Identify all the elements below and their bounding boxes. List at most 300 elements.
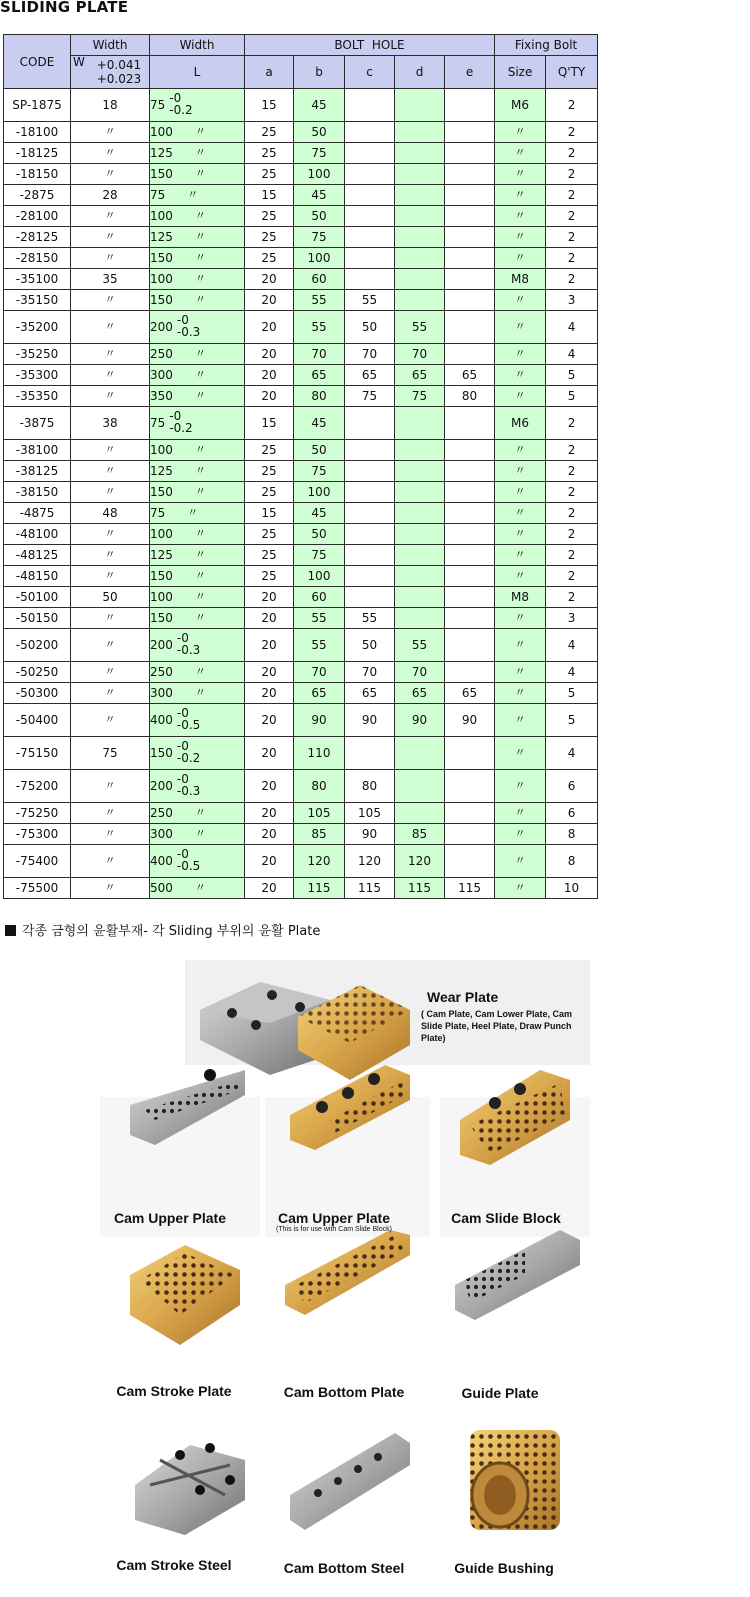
cell-a: 25: [245, 248, 294, 269]
cell-d: 65: [395, 683, 445, 704]
cell-code: -75150: [4, 737, 71, 770]
cell-a: 20: [245, 878, 294, 899]
cell-code: -48125: [4, 545, 71, 566]
header-width-l: Width: [150, 35, 245, 56]
cell-d: [395, 122, 445, 143]
cell-b: 100: [294, 482, 345, 503]
cell-width-l: [150, 587, 245, 608]
cell-a: 25: [245, 461, 294, 482]
cell-a: 20: [245, 629, 294, 662]
cell-size: 〃: [495, 248, 546, 269]
cam-upper-plate-note: (This is for use with Cam Slide Block): [276, 1226, 392, 1233]
cam-stroke-plate-item: [104, 1383, 244, 1399]
cell-d: [395, 545, 445, 566]
cell-size: 〃: [495, 227, 546, 248]
cam-stroke-plate-label: Cam Stroke Plate: [116, 1383, 232, 1399]
cell-d: [395, 440, 445, 461]
guide-plate-image: [455, 1230, 580, 1320]
cell-b: 60: [294, 587, 345, 608]
cell-width-l: [150, 824, 245, 845]
cell-e: [445, 770, 495, 803]
cell-d: 70: [395, 662, 445, 683]
cell-qty: 5: [546, 365, 598, 386]
cell-a: 20: [245, 662, 294, 683]
cell-l-value: 125: [150, 230, 173, 245]
cell-l-tol-lower: -0.3: [176, 643, 201, 657]
cell-a: 20: [245, 290, 294, 311]
cell-b: 65: [294, 365, 345, 386]
cell-l-tolerance: [177, 314, 200, 338]
cell-d: [395, 290, 445, 311]
header-w-tolerance: [71, 56, 150, 89]
cell-width-l: [150, 440, 245, 461]
table-row: [4, 344, 598, 365]
cell-a: 20: [245, 311, 294, 344]
cell-b: 55: [294, 311, 345, 344]
table-row: [4, 89, 598, 122]
cell-code: -75500: [4, 878, 71, 899]
cell-a: 20: [245, 683, 294, 704]
cell-code: -50150: [4, 608, 71, 629]
cell-width-l: [150, 629, 245, 662]
table-row: [4, 845, 598, 878]
cell-qty: 6: [546, 803, 598, 824]
cell-d: 55: [395, 311, 445, 344]
header-d: d: [395, 56, 445, 89]
cell-d: 85: [395, 824, 445, 845]
cell-b: 50: [294, 206, 345, 227]
table-row: [4, 662, 598, 683]
cell-l-value: 75: [150, 416, 166, 430]
cell-c: 90: [345, 824, 395, 845]
table-row: [4, 206, 598, 227]
cell-c: [345, 206, 395, 227]
cell-a: 25: [245, 482, 294, 503]
cell-d: 115: [395, 878, 445, 899]
cell-qty: 4: [546, 662, 598, 683]
cell-a: 20: [245, 386, 294, 407]
cell-l-tol-lower: -0.3: [176, 784, 201, 798]
cell-width-l: [150, 407, 245, 440]
cell-c: 55: [345, 608, 395, 629]
cell-l-tol-lower: -0.3: [176, 325, 201, 339]
cell-c: [345, 524, 395, 545]
cell-e: [445, 89, 495, 122]
cell-c: [345, 737, 395, 770]
cell-e: 115: [445, 878, 495, 899]
cell-width-l: [150, 269, 245, 290]
cell-width-l: [150, 845, 245, 878]
table-row: [4, 824, 598, 845]
spec-table: [3, 34, 598, 899]
cell-code: -18150: [4, 164, 71, 185]
cell-code: -2875: [4, 185, 71, 206]
cell-e: [445, 440, 495, 461]
cell-code: -48100: [4, 524, 71, 545]
cell-a: 20: [245, 587, 294, 608]
header-w-letter: W: [73, 55, 85, 69]
guide-plate-item: [430, 1385, 570, 1401]
cam-upper-plate-2-item: [264, 1210, 404, 1233]
table-row: [4, 440, 598, 461]
cell-qty: 2: [546, 440, 598, 461]
cell-b: 55: [294, 608, 345, 629]
cell-l-value: 500: [150, 881, 173, 896]
table-row: [4, 461, 598, 482]
cell-a: 25: [245, 524, 294, 545]
cell-width-l: [150, 89, 245, 122]
cell-l-tol-upper: -0: [176, 739, 189, 753]
cell-l-value: 75: [150, 98, 166, 112]
cell-a: 20: [245, 803, 294, 824]
cell-b: 70: [294, 344, 345, 365]
cell-qty: 6: [546, 770, 598, 803]
cell-l-tol-lower: -0.5: [176, 859, 201, 873]
cam-slide-block-label: Cam Slide Block: [451, 1210, 561, 1226]
cell-width-w: 75: [71, 737, 150, 770]
cell-a: 20: [245, 365, 294, 386]
cell-code: -50100: [4, 587, 71, 608]
cell-l-tolerance: 〃: [194, 686, 206, 700]
cell-width-l: [150, 206, 245, 227]
cell-c: [345, 566, 395, 587]
cell-e: [445, 185, 495, 206]
cell-width-w: 〃: [71, 344, 150, 365]
cell-e: [445, 737, 495, 770]
cell-size: 〃: [495, 440, 546, 461]
cell-width-w: 38: [71, 407, 150, 440]
cell-d: [395, 269, 445, 290]
cell-e: [445, 587, 495, 608]
cell-e: [445, 503, 495, 524]
cell-c: [345, 503, 395, 524]
cell-qty: 3: [546, 290, 598, 311]
cell-size: 〃: [495, 770, 546, 803]
cell-l-tolerance: [177, 740, 200, 764]
cell-size: 〃: [495, 365, 546, 386]
cell-l-tol-lower: -0.2: [176, 751, 201, 765]
cell-l-value: 250: [150, 806, 173, 821]
cell-d: [395, 227, 445, 248]
cell-a: 20: [245, 737, 294, 770]
cell-l-tolerance: 〃: [194, 527, 206, 541]
cell-width-l: [150, 737, 245, 770]
cell-size: 〃: [495, 461, 546, 482]
cell-size: 〃: [495, 683, 546, 704]
cam-upper-plate-2-label: Cam Upper Plate: [277, 1210, 391, 1226]
cell-e: [445, 662, 495, 683]
cell-l-tolerance: 〃: [194, 881, 206, 895]
cell-width-w: 〃: [71, 164, 150, 185]
cell-code: -4875: [4, 503, 71, 524]
cell-a: 25: [245, 164, 294, 185]
cell-width-w: 〃: [71, 608, 150, 629]
cell-a: 20: [245, 824, 294, 845]
cell-b: 115: [294, 878, 345, 899]
cell-c: 80: [345, 770, 395, 803]
wear-plate-subtitle: ( Cam Plate, Cam Lower Plate, Cam Slide Plate, Heel Plate, Draw Punch Plate): [421, 1009, 573, 1043]
cell-qty: 2: [546, 185, 598, 206]
cell-code: -28150: [4, 248, 71, 269]
cell-size: 〃: [495, 143, 546, 164]
cell-width-w: 〃: [71, 122, 150, 143]
cell-e: 65: [445, 683, 495, 704]
cell-l-value: 125: [150, 146, 173, 161]
cell-d: [395, 524, 445, 545]
cell-size: 〃: [495, 629, 546, 662]
cell-l-tolerance: 〃: [194, 167, 206, 181]
cell-l-tol-lower: -0.2: [169, 103, 193, 117]
cell-a: 15: [245, 407, 294, 440]
cell-l-value: 100: [150, 443, 173, 458]
cell-qty: 2: [546, 407, 598, 440]
cell-c: 75: [345, 386, 395, 407]
cell-e: [445, 311, 495, 344]
cell-e: [445, 344, 495, 365]
cell-code: -35250: [4, 344, 71, 365]
cell-b: 80: [294, 770, 345, 803]
table-row: [4, 386, 598, 407]
cell-size: M6: [495, 407, 546, 440]
table-row: [4, 770, 598, 803]
cell-size: 〃: [495, 503, 546, 524]
cell-b: 65: [294, 683, 345, 704]
cell-a: 25: [245, 545, 294, 566]
cell-size: 〃: [495, 386, 546, 407]
cell-qty: 8: [546, 845, 598, 878]
cell-b: 75: [294, 545, 345, 566]
cell-l-tolerance: 〃: [194, 347, 206, 361]
cell-code: -50200: [4, 629, 71, 662]
cam-stroke-plate-image: [130, 1245, 240, 1345]
cell-b: 45: [294, 503, 345, 524]
cell-size: 〃: [495, 524, 546, 545]
header-code: CODE: [4, 35, 71, 89]
cell-code: -38100: [4, 440, 71, 461]
table-row: [4, 185, 598, 206]
cell-a: 20: [245, 704, 294, 737]
table-row: [4, 290, 598, 311]
cell-width-w: 〃: [71, 566, 150, 587]
cam-bottom-plate-label: Cam Bottom Plate: [283, 1384, 405, 1400]
cell-b: 60: [294, 269, 345, 290]
cell-l-tolerance: 〃: [194, 806, 206, 820]
cell-width-l: [150, 227, 245, 248]
cell-b: 100: [294, 566, 345, 587]
cell-l-tolerance: 〃: [194, 230, 206, 244]
cell-l-tol-upper: -0: [176, 706, 189, 720]
cell-c: [345, 440, 395, 461]
guide-bushing-item: [434, 1560, 574, 1576]
header-a: a: [245, 56, 294, 89]
cell-width-w: 〃: [71, 803, 150, 824]
cell-width-w: 18: [71, 89, 150, 122]
cell-e: [445, 803, 495, 824]
cell-width-l: [150, 662, 245, 683]
cell-width-w: 〃: [71, 482, 150, 503]
table-row: [4, 122, 598, 143]
cell-l-tolerance: 〃: [194, 665, 206, 679]
cell-d: 75: [395, 386, 445, 407]
cell-code: -28125: [4, 227, 71, 248]
header-l: L: [150, 56, 245, 89]
cell-l-value: 300: [150, 686, 173, 701]
cell-b: 90: [294, 704, 345, 737]
cell-width-l: [150, 545, 245, 566]
cell-width-l: [150, 704, 245, 737]
cell-l-value: 150: [150, 569, 173, 584]
cell-l-value: 100: [150, 527, 173, 542]
cell-size: M8: [495, 587, 546, 608]
cell-width-w: 〃: [71, 629, 150, 662]
cell-c: [345, 587, 395, 608]
table-row: [4, 407, 598, 440]
cell-c: 50: [345, 629, 395, 662]
cell-width-w: 〃: [71, 545, 150, 566]
cell-code: -50400: [4, 704, 71, 737]
cell-l-value: 150: [150, 293, 173, 308]
cell-a: 25: [245, 122, 294, 143]
cell-width-l: [150, 185, 245, 206]
cell-l-tolerance: 〃: [194, 389, 206, 403]
table-row: [4, 566, 598, 587]
cell-l-value: 300: [150, 827, 173, 842]
cell-code: -35150: [4, 290, 71, 311]
table-row: [4, 164, 598, 185]
cell-c: 115: [345, 878, 395, 899]
header-bolt-hole: BOLT HOLE: [245, 35, 495, 56]
cam-bottom-steel-item: [274, 1560, 414, 1576]
cell-e: [445, 482, 495, 503]
cell-size: 〃: [495, 344, 546, 365]
cell-qty: 2: [546, 164, 598, 185]
cell-a: 15: [245, 503, 294, 524]
cell-width-l: [150, 524, 245, 545]
cell-width-l: [150, 461, 245, 482]
cell-size: 〃: [495, 164, 546, 185]
cell-width-w: 〃: [71, 143, 150, 164]
cell-qty: 2: [546, 227, 598, 248]
header-e: e: [445, 56, 495, 89]
cell-size: 〃: [495, 704, 546, 737]
cell-d: [395, 737, 445, 770]
cell-width-w: 〃: [71, 290, 150, 311]
header-width-w: Width: [71, 35, 150, 56]
cell-qty: 10: [546, 878, 598, 899]
cell-width-l: [150, 365, 245, 386]
cell-width-w: 〃: [71, 683, 150, 704]
cell-width-l: [150, 386, 245, 407]
cell-width-l: [150, 164, 245, 185]
cell-width-l: [150, 143, 245, 164]
cell-a: 20: [245, 608, 294, 629]
cell-qty: 5: [546, 683, 598, 704]
guide-bushing-label: Guide Bushing: [454, 1560, 554, 1576]
cell-width-w: 50: [71, 587, 150, 608]
cell-size: 〃: [495, 290, 546, 311]
page-title: SLIDING PLATE: [0, 0, 129, 16]
cell-code: -35300: [4, 365, 71, 386]
cell-code: -38150: [4, 482, 71, 503]
cell-c: [345, 248, 395, 269]
cell-l-tol-upper: -0: [176, 631, 189, 645]
cell-l-tolerance: 〃: [187, 506, 199, 520]
cell-qty: 5: [546, 386, 598, 407]
cell-width-l: [150, 311, 245, 344]
cell-b: 55: [294, 290, 345, 311]
cell-size: M8: [495, 269, 546, 290]
cell-l-tol-lower: -0.5: [176, 718, 201, 732]
cell-l-value: 250: [150, 347, 173, 362]
cell-d: 90: [395, 704, 445, 737]
cell-code: SP-1875: [4, 89, 71, 122]
cell-c: 70: [345, 344, 395, 365]
cell-width-l: [150, 566, 245, 587]
cell-l-value: 125: [150, 464, 173, 479]
cell-qty: 2: [546, 587, 598, 608]
cell-b: 45: [294, 407, 345, 440]
cell-l-tolerance: 〃: [194, 827, 206, 841]
table-row: [4, 503, 598, 524]
table-row: [4, 587, 598, 608]
cell-size: 〃: [495, 185, 546, 206]
cell-size: 〃: [495, 662, 546, 683]
header-w-tol-upper: +0.041: [96, 58, 142, 72]
cell-width-w: 〃: [71, 461, 150, 482]
cell-qty: 2: [546, 248, 598, 269]
cell-l-tolerance: 〃: [194, 569, 206, 583]
cell-e: [445, 824, 495, 845]
cell-width-w: 〃: [71, 704, 150, 737]
cell-c: [345, 461, 395, 482]
cell-l-tolerance: 〃: [194, 251, 206, 265]
cam-upper-plate-item: [100, 1210, 240, 1226]
cell-e: [445, 269, 495, 290]
cell-c: 55: [345, 290, 395, 311]
cell-l-tolerance: 〃: [194, 293, 206, 307]
cell-code: -50250: [4, 662, 71, 683]
cell-l-value: 100: [150, 209, 173, 224]
cell-code: -35200: [4, 311, 71, 344]
table-row: [4, 704, 598, 737]
cell-e: [445, 545, 495, 566]
cell-size: 〃: [495, 545, 546, 566]
cell-b: 50: [294, 440, 345, 461]
cell-b: 45: [294, 185, 345, 206]
cell-qty: 4: [546, 629, 598, 662]
cell-qty: 2: [546, 89, 598, 122]
cell-c: [345, 89, 395, 122]
cell-width-l: [150, 122, 245, 143]
cell-code: -50300: [4, 683, 71, 704]
cell-width-w: 〃: [71, 845, 150, 878]
cell-code: -75250: [4, 803, 71, 824]
cell-d: 120: [395, 845, 445, 878]
cell-l-value: 100: [150, 125, 173, 140]
cell-l-tolerance: [177, 848, 200, 872]
cell-l-value: 250: [150, 665, 173, 680]
cell-size: 〃: [495, 311, 546, 344]
cell-size: 〃: [495, 608, 546, 629]
cell-e: [445, 608, 495, 629]
cell-qty: 2: [546, 482, 598, 503]
cell-e: [445, 845, 495, 878]
cell-width-w: 48: [71, 503, 150, 524]
cell-code: -3875: [4, 407, 71, 440]
cam-bottom-steel-image: [290, 1433, 410, 1530]
cam-bottom-plate-image: [285, 1230, 410, 1315]
cell-d: [395, 461, 445, 482]
